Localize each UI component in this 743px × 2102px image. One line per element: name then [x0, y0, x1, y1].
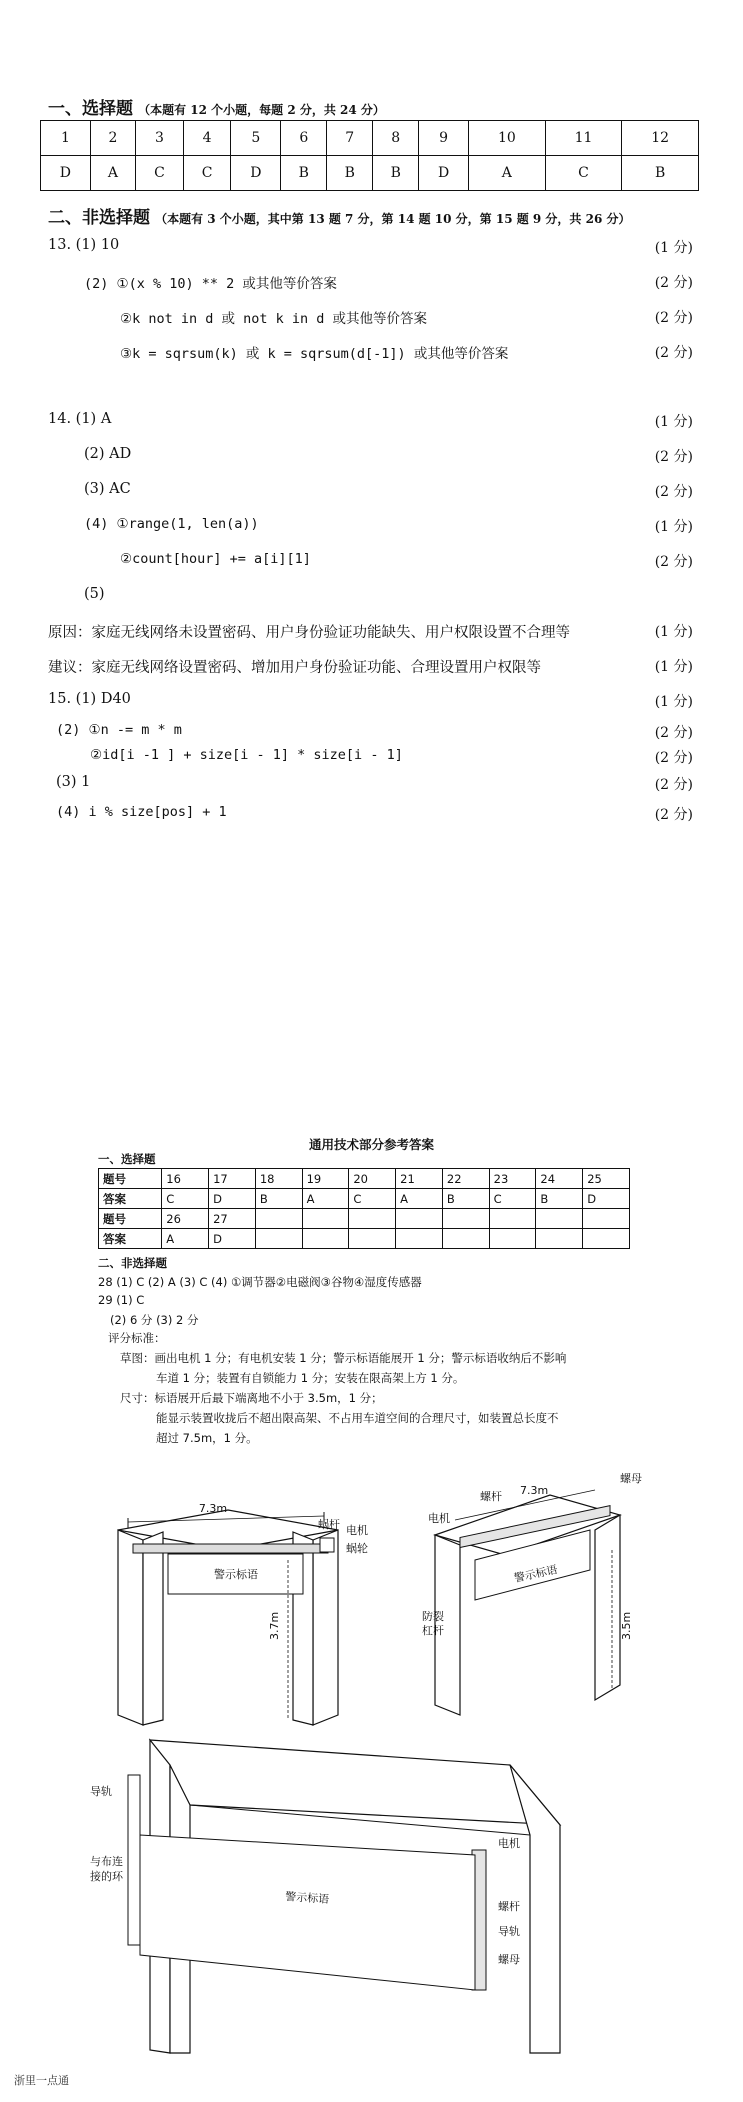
table-cell: [349, 1229, 396, 1249]
fig2-motor-label: 电机: [428, 1512, 450, 1525]
criteria-size-1: 尺寸：标语展开后最下端离地不小于 3.5m，1 分；: [120, 1391, 383, 1405]
part2-title: 通用技术部分参考答案: [308, 1137, 434, 1152]
table-cell: B: [622, 156, 699, 191]
fig2-screw-label: 螺杆: [480, 1490, 502, 1503]
table-cell: A: [396, 1189, 443, 1209]
fig1-height-label: 3.7m: [268, 1611, 281, 1640]
table-cell: C: [545, 156, 622, 191]
table-cell: 11: [545, 121, 622, 156]
table-cell: D: [209, 1189, 256, 1209]
table-cell: 27: [209, 1209, 256, 1229]
score-label: (1 分): [654, 624, 693, 640]
answer-line: 13. (1) 10: [48, 237, 120, 253]
answer-line: (4) ①range(1, len(a)): [84, 516, 259, 532]
fig3-motor-label: 电机: [498, 1837, 520, 1850]
fig1-motor-label: 电机: [346, 1524, 368, 1537]
section1-title: 一、选择题: [48, 99, 133, 119]
table-cell: 25: [583, 1169, 630, 1189]
table-cell: 答案: [99, 1189, 162, 1209]
left-rail: [128, 1775, 140, 1945]
answer-line: (3) 1: [56, 774, 91, 790]
table-cell: B: [536, 1189, 583, 1209]
answer-line: ②id[i -1 ] + size[i - 1] * size[i - 1]: [90, 747, 403, 763]
table-cell: D: [41, 156, 91, 191]
score-label: (2 分): [654, 777, 693, 793]
fig3-rail-right-label: 导轨: [498, 1925, 520, 1938]
answer-line: (5): [84, 586, 105, 602]
section1-note: （本题有 12 个小题，每题 2 分，共 24 分）: [138, 103, 385, 117]
fig2-banner-label: 警示标语: [512, 1563, 559, 1585]
answer-line: ②count[hour] += a[i][1]: [120, 551, 311, 567]
score-label: (1 分): [654, 659, 693, 675]
table-cell: 题号: [99, 1169, 162, 1189]
fig2-height-label: 3.5m: [620, 1611, 633, 1640]
table-row: [99, 1209, 630, 1229]
table-row: [99, 1189, 630, 1209]
table-cell: 10: [469, 121, 546, 156]
score-label: (2 分): [654, 449, 693, 465]
table-cell: C: [136, 156, 184, 191]
table-cell: 26: [162, 1209, 209, 1229]
table-row: [99, 1229, 630, 1249]
table-cell: [255, 1209, 302, 1229]
fig3-banner-label: 警示标语: [284, 1890, 330, 1907]
table-cell: C: [183, 156, 231, 191]
section1-header: [48, 94, 385, 119]
fig1-worm-wheel-label: 蜗轮: [346, 1542, 368, 1555]
score-label: (1 分): [654, 240, 693, 256]
answer-line: 15. (1) D40: [48, 691, 131, 707]
table-cell: 题号: [99, 1209, 162, 1229]
score-label: (2 分): [654, 750, 693, 766]
fig2-width-label: 7.3m: [520, 1484, 549, 1497]
figure-worm-gear-design: [88, 1470, 378, 1740]
figure-screw-design: [420, 1460, 670, 1720]
score-label: (2 分): [654, 275, 693, 291]
score-label: (1 分): [654, 414, 693, 430]
table-cell: D: [583, 1189, 630, 1209]
answer-line: ②k not in d 或 not k in d 或其他等价答案: [120, 311, 428, 327]
table-row-numbers: [41, 121, 699, 156]
q28-line: 28 (1) C (2) A (3) C (4) ①调节器②电磁阀③谷物④湿度传感器: [98, 1275, 422, 1289]
table-cell: 答案: [99, 1229, 162, 1249]
table-cell: [489, 1209, 536, 1229]
table-row: [99, 1169, 630, 1189]
score-label: (2 分): [654, 807, 693, 823]
table-cell: [302, 1229, 349, 1249]
table-cell: C: [162, 1189, 209, 1209]
table-cell: 19: [302, 1169, 349, 1189]
answer-line: ③k = sqrsum(k) 或 k = sqrsum(d[-1]) 或其他等价答案: [120, 346, 509, 362]
section2-header: [48, 203, 631, 228]
score-label: (2 分): [654, 484, 693, 500]
table-cell: 21: [396, 1169, 443, 1189]
section2-title: 二、非选择题: [48, 208, 150, 228]
table-cell: [442, 1229, 489, 1249]
roller: [133, 1544, 328, 1553]
score-label: (2 分): [654, 725, 693, 741]
table-cell: 18: [255, 1169, 302, 1189]
score-label: (1 分): [654, 694, 693, 710]
table-cell: [583, 1229, 630, 1249]
criteria-sketch-2: 车道 1 分；装置有自锁能力 1 分；安装在限高架上方 1 分。: [156, 1371, 465, 1385]
answer-line: (4) i % size[pos] + 1: [56, 804, 227, 820]
score-label: (2 分): [654, 310, 693, 326]
table-cell: B: [255, 1189, 302, 1209]
criteria-size-3: 超过 7.5m，1 分。: [156, 1431, 258, 1445]
score-label: (1 分): [654, 519, 693, 535]
table-cell: C: [489, 1189, 536, 1209]
table-cell: 4: [183, 121, 231, 156]
answer-line: 原因：家庭无线网络未设置密码、用户身份验证功能缺失、用户权限设置不合理等: [48, 625, 570, 641]
table-cell: [302, 1209, 349, 1229]
part2-section2: 二、非选择题: [98, 1256, 167, 1270]
table-cell: [396, 1209, 443, 1229]
table-cell: 9: [419, 121, 469, 156]
table-cell: 3: [136, 121, 184, 156]
score-label: (2 分): [654, 345, 693, 361]
criteria-title: 评分标准：: [108, 1331, 166, 1345]
table-cell: B: [327, 156, 373, 191]
answer-line: (2) AD: [84, 446, 132, 462]
table-cell: B: [442, 1189, 489, 1209]
table-cell: [396, 1229, 443, 1249]
fig3-rail-left-label: 导轨: [90, 1785, 112, 1798]
answer-line: (3) AC: [84, 481, 131, 497]
table-cell: D: [209, 1229, 256, 1249]
table-cell: A: [90, 156, 135, 191]
tech-answer-table: [98, 1168, 630, 1249]
table-cell: [489, 1229, 536, 1249]
table-cell: [536, 1229, 583, 1249]
table-cell: 20: [349, 1169, 396, 1189]
motor-box: [320, 1538, 334, 1552]
fig1-width-label: 7.3m: [198, 1502, 228, 1515]
table-cell: [583, 1209, 630, 1229]
criteria-sketch-1: 草图：画出电机 1 分；有电机安装 1 分；警示标语能展开 1 分；警示标语收纳后不影响: [120, 1351, 567, 1365]
table-cell: [349, 1209, 396, 1229]
part2-section1: 一、选择题: [98, 1152, 156, 1166]
table-cell: [255, 1229, 302, 1249]
fig2-anti-rod-label-2: 杠杆: [422, 1624, 444, 1637]
answer-line: 14. (1) A: [48, 411, 112, 427]
table-cell: [442, 1209, 489, 1229]
table-cell: 23: [489, 1169, 536, 1189]
table-cell: A: [469, 156, 546, 191]
score-label: (2 分): [654, 554, 693, 570]
table-cell: B: [281, 156, 327, 191]
table-cell: 12: [622, 121, 699, 156]
table-cell: 1: [41, 121, 91, 156]
fig3-ring-label-2: 接的环: [90, 1870, 123, 1883]
table-cell: 16: [162, 1169, 209, 1189]
answer-line: (2) ①(x % 10) ** 2 或其他等价答案: [84, 276, 337, 292]
fig3-nut-label: 螺母: [498, 1953, 520, 1966]
q29b-line: (2) 6 分 (3) 2 分: [110, 1313, 199, 1327]
q29a-line: 29 (1) C: [98, 1293, 145, 1307]
footer-watermark: 浙里一点通: [14, 2074, 69, 2087]
fig3-ring-label-1: 与布连: [90, 1855, 123, 1868]
fig2-nut-label: 螺母: [620, 1472, 642, 1485]
table-cell: 6: [281, 121, 327, 156]
table-cell: 24: [536, 1169, 583, 1189]
table-cell: A: [302, 1189, 349, 1209]
choice-answer-table: [40, 120, 699, 191]
table-cell: D: [419, 156, 469, 191]
table-cell: C: [349, 1189, 396, 1209]
fig2-anti-rod-label-1: 防裂: [422, 1610, 444, 1623]
fig1-banner-label: 警示标语: [214, 1568, 258, 1581]
criteria-size-2: 能显示装置收拢后不超出限高架、不占用车道空间的合理尺寸，如装置总长度不: [156, 1411, 559, 1425]
fig3-screw-label: 螺杆: [498, 1900, 520, 1913]
figure-rail-design: [90, 1735, 650, 2055]
table-cell: 8: [373, 121, 419, 156]
table-cell: 17: [209, 1169, 256, 1189]
table-cell: 7: [327, 121, 373, 156]
table-cell: D: [231, 156, 281, 191]
table-cell: A: [162, 1229, 209, 1249]
answer-line: 建议：家庭无线网络设置密码、增加用户身份验证功能、合理设置用户权限等: [48, 660, 541, 676]
answer-line: (2) ①n -= m * m: [56, 722, 182, 738]
table-cell: 5: [231, 121, 281, 156]
table-cell: B: [373, 156, 419, 191]
table-cell: 2: [90, 121, 135, 156]
section2-note: （本题有 3 个小题，其中第 13 题 7 分，第 14 题 10 分，第 15 题 9 分，共 26 分）: [155, 212, 631, 226]
fig1-worm-label: 蜗杆: [318, 1518, 340, 1531]
table-cell: [536, 1209, 583, 1229]
table-cell: 22: [442, 1169, 489, 1189]
table-row-answers: [41, 156, 699, 191]
